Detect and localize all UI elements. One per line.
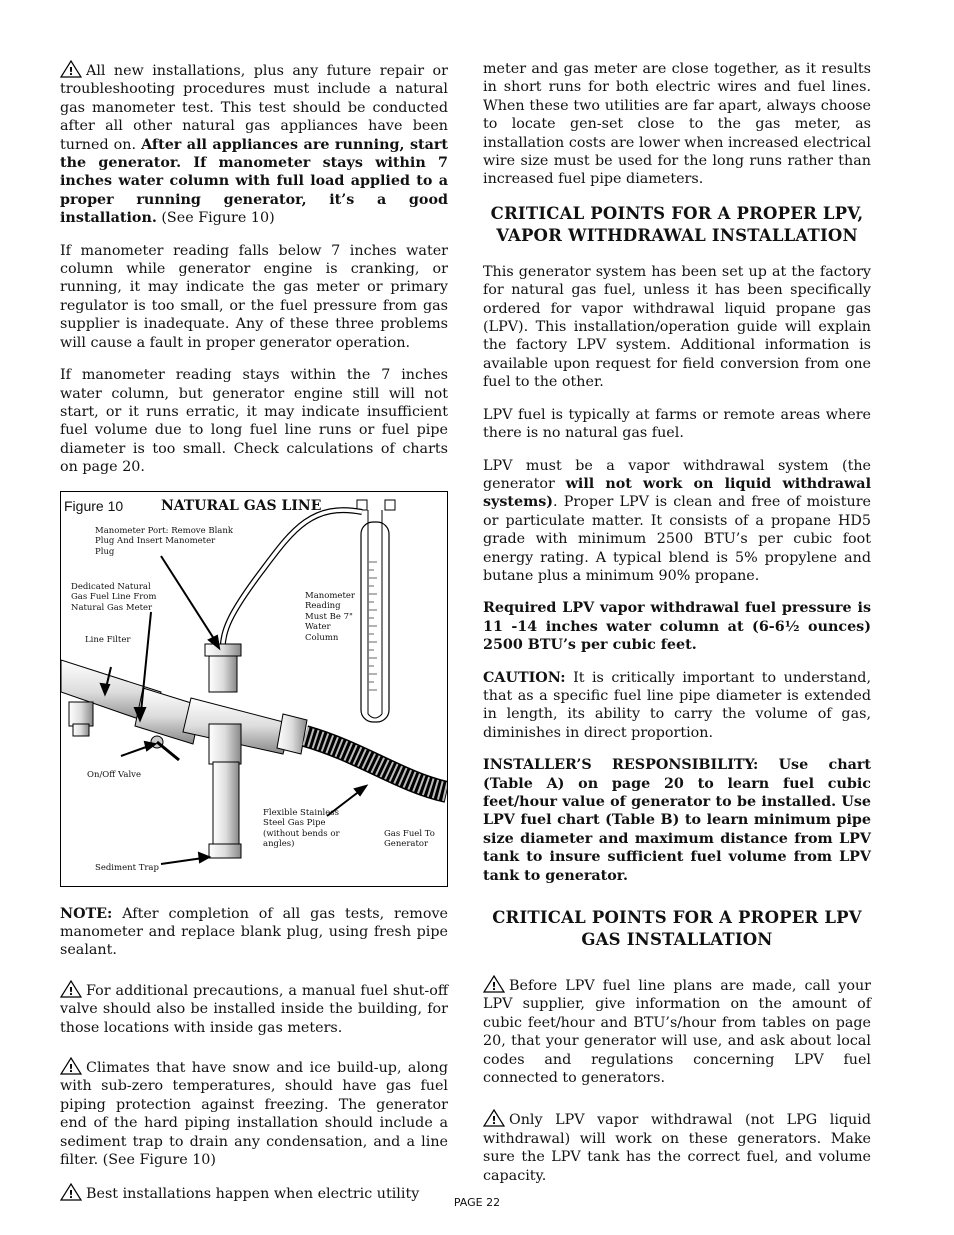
figure-label: Figure 10 <box>64 497 124 514</box>
callout-line-filter: Line Filter <box>85 634 131 645</box>
right-column <box>483 60 871 1199</box>
svg-text:!: ! <box>68 984 74 998</box>
paragraph-shutoff-valve: ! For additional precautions, a manual fuel shut-off valve should also be installed inside the building, for those locations with inside gas meters. <box>60 980 448 1037</box>
paragraph-only-lpv: ! Only LPV vapor withdrawal (not LPG liquid withdrawal) will work on these generators. Make sure the LPV tank has the correct fuel, and volume capacity. <box>483 1109 871 1185</box>
paragraph-best-installations: ! Best installations happen when electric utility <box>60 1183 448 1203</box>
paragraph-vapor-withdrawal: LPV must be a vapor withdrawal system (the generator will not work on liquid withdrawal systems). Proper LPV is clean and free of moisture or particulate matter. It consists of a propane HD5 grade with minimum 2500 BTU’s per cubic foot energy rating. A typical blend is 5% propylene and butane plus a minimum 90% propane. <box>483 457 872 584</box>
callout-flexible-pipe: Flexible Stainless Steel Gas Pipe (without bends or angles) <box>263 807 340 850</box>
paragraph-stays-within: If manometer reading stays within the 7 inches water column, but generator engine still will not start, or it runs erratic, it may indicate insufficient fuel volume due to long fuel line runs or fuel pipe diameter is too small. Check calculations of charts on page 20. <box>60 367 448 476</box>
svg-text:!: ! <box>68 1188 74 1202</box>
paragraph-required-pressure: Required LPV vapor withdrawal fuel pressure is 11 -14 inches water column at (6-6½ ounces) 2500 BTU’s per cubic feet. <box>483 600 871 654</box>
callout-manometer-port: Manometer Port: Remove Blank Plug And Insert Manometer Plug <box>95 525 234 557</box>
heading-lpv-gas: CRITICAL POINTS FOR A PROPER LPV GAS INSTALLATION <box>492 908 862 950</box>
figure-10-natural-gas-line <box>60 491 448 887</box>
paragraph-caution: CAUTION: It is critically important to understand, that as a specific fuel line pipe diameter is extended in length, its ability to carry the volume of gas, diminishes in direct proportion. <box>483 669 871 741</box>
warning-triangle-icon <box>60 60 82 78</box>
paragraph-note: NOTE: After completion of all gas tests, remove manometer and replace blank plug, using fresh pipe sealant. <box>60 905 448 959</box>
paragraph-lpv-farms: LPV fuel is typically at farms or remote areas where there is no natural gas fuel. <box>483 406 871 442</box>
paragraph-manometer-test: ! All new installations, plus any future repair or troubleshooting procedures must include a natural gas manometer test. This test should be conducted after all other natural gas appliances have been turned on. After all appliances are running, start the generator. If manometer stays within 7 inches water column with full load applied to a proper running generator, it’s a good installation. (See Figure 10) <box>60 60 448 228</box>
warning-triangle-icon <box>60 980 82 998</box>
callout-gas-fuel-to-generator: Gas Fuel To Generator <box>384 828 435 850</box>
callout-sediment-trap: Sediment Trap <box>95 862 159 873</box>
warning-triangle-icon <box>483 975 505 993</box>
paragraph-meter-close: meter and gas meter are close together, as it results in short runs for both electric wires and fuel lines. When these two utilities are far apart, always choose to locate gen-set close to the gas meter, as installation costs are lower when increased electrical wire size must be used for the long runs rather than increased fuel pipe diameters. <box>483 61 871 188</box>
figure-title: NATURAL GAS LINE <box>161 497 322 514</box>
svg-text:!: ! <box>491 1114 497 1128</box>
callout-manometer-reading: Manometer Reading Must Be 7" Water Column <box>305 590 355 643</box>
callout-dedicated-line: Dedicated Natural Gas Fuel Line From Natural Gas Meter <box>71 581 157 613</box>
svg-text:!: ! <box>491 980 497 994</box>
svg-text:!: ! <box>68 1061 74 1075</box>
paragraph-installer-responsibility: INSTALLER’S RESPONSIBILITY: Use chart (Table A) on page 20 to learn fuel cubic feet/hour value of generator to be installed. Use LPV fuel chart (Table B) to learn minimum pipe size diameter and maximum distance from LPV tank to insure sufficient fuel volume from LPV tank to generator. <box>483 757 871 884</box>
paragraph-factory-setup: This generator system has been set up at the factory for natural gas fuel, unless it has been specifically ordered for vapor withdrawal liquid propane gas (LPV). This installation/operation guide will explain the factory LPV system. Additional information is available upon request for field conversion from one fuel to the other. <box>483 263 871 391</box>
warning-triangle-icon <box>483 1109 505 1127</box>
paragraph-climates: ! Climates that have snow and ice build-up, along with sub-zero temperatures, should have gas fuel piping protection against freezing. The generator end of the hard piping installation should include a sediment trap to drain any condensation, and a line filter. (See Figure 10) <box>60 1057 448 1169</box>
heading-lpv-vapor: CRITICAL POINTS FOR A PROPER LPV, VAPOR WITHDRAWAL INSTALLATION <box>490 203 864 245</box>
left-column <box>60 60 448 1218</box>
warning-triangle-icon <box>60 1057 82 1075</box>
callout-on-off-valve: On/Off Valve <box>87 769 141 780</box>
paragraph-before-lpv: ! Before LPV fuel line plans are made, call your LPV supplier, give information on the amount of cubic feet/hour and BTU’s/hour from tables on page 20, that your generator will use, and ask about local codes and regulations concerning LPV fuel connected to generators. <box>483 975 871 1087</box>
paragraph-below-7-inches: If manometer reading falls below 7 inches water column while generator engine is cranking, or running, it may indicate the gas meter or primary regulator is too small, or the fuel pressure from gas supplier is inadequate. Any of these three problems will cause a fault in proper generator operation. <box>60 242 448 351</box>
page-number: PAGE 22 <box>453 1196 501 1209</box>
svg-text:!: ! <box>68 65 74 78</box>
